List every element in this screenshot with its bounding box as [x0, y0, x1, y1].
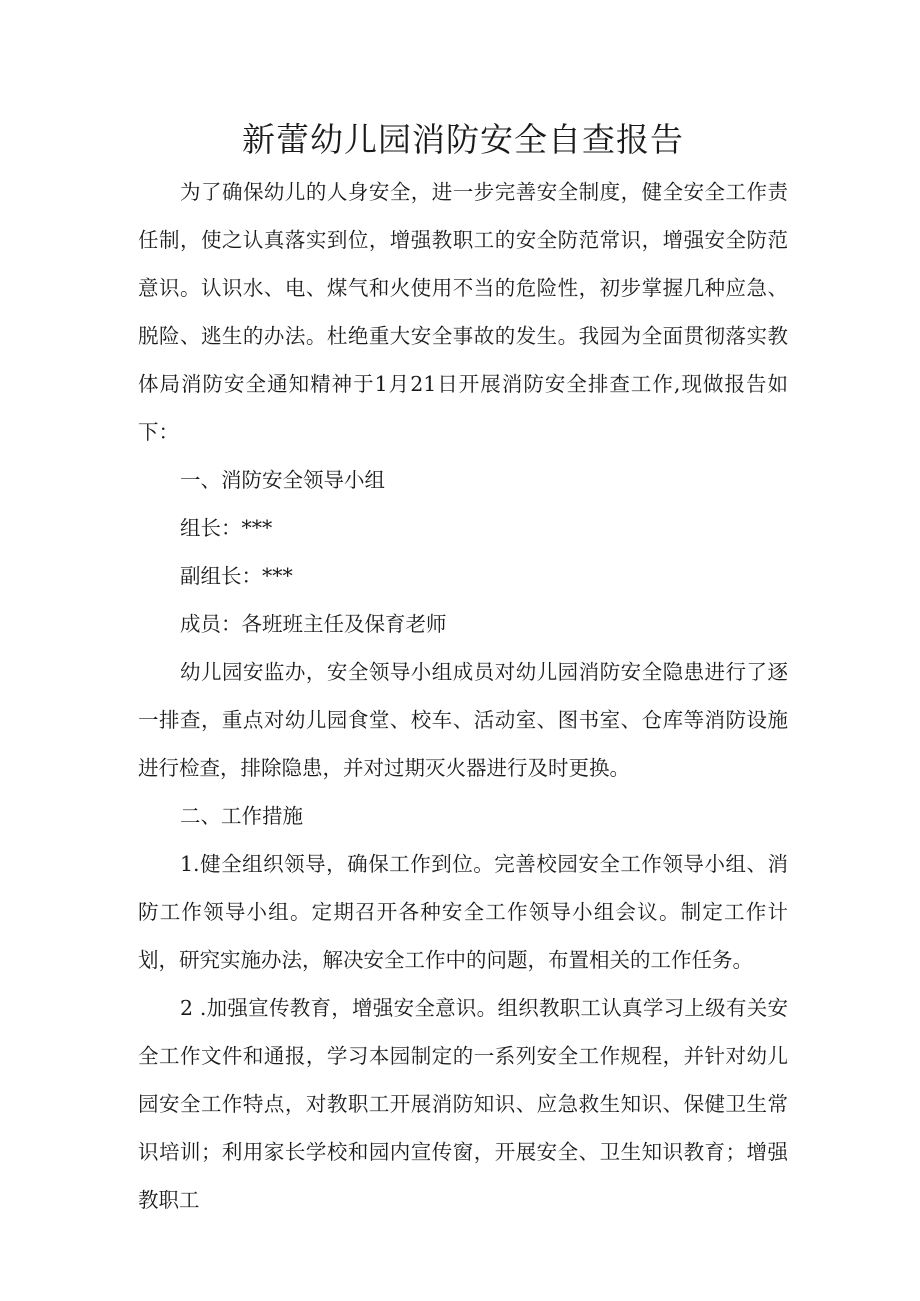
- paragraph-intro: 为了确保幼儿的人身安全，进一步完善安全制度，健全安全工作责任制，使之认真落实到位，增强教职工的安全防范常识，增强安全防范意识。认识水、电、煤气和火使用不当的危险性，初步掌握几种应急、脱险、逃生的办法。杜绝重大安全事故的发生。我园为全面贯彻落实教体局消防安全通知精神于1月21日开展消防安全排查工作,现做报告如下：: [138, 180, 788, 444]
- paragraph-measure-1: 1.健全组织领导，确保工作到位。完善校园安全工作领导小组、消防工作领导小组。定期召开各种安全工作领导小组会议。制定工作计划，研究实施办法，解决安全工作中的问题，布置相关的工作任务。: [138, 852, 788, 972]
- leader-line: 组长：***: [180, 516, 273, 540]
- members-line: 成员：各班班主任及保育老师: [180, 612, 447, 636]
- paragraph-measure-2: 2 .加强宣传教育，增强安全意识。组织教职工认真学习上级有关安全工作文件和通报，学习本园制定的一系列安全工作规程，并针对幼儿园安全工作特点，对教职工开展消防知识、应急救生知识、保健卫生常识培训；利用家长学校和园内宣传窗，开展安全、卫生知识教育；增强教职工: [138, 996, 788, 1212]
- section-heading-leadership: 一、消防安全领导小组: [180, 468, 385, 492]
- document-title: 新蕾幼儿园消防安全自查报告: [242, 120, 684, 159]
- deputy-leader-line: 副组长：***: [180, 564, 293, 588]
- paragraph-inspection: 幼儿园安监办，安全领导小组成员对幼儿园消防安全隐患进行了逐一排查，重点对幼儿园食堂、校车、活动室、图书室、仓库等消防设施进行检查，排除隐患，并对过期灭火器进行及时更换。: [138, 660, 788, 780]
- document-body: [138, 168, 788, 1224]
- section-heading-measures: 二、工作措施: [180, 804, 303, 828]
